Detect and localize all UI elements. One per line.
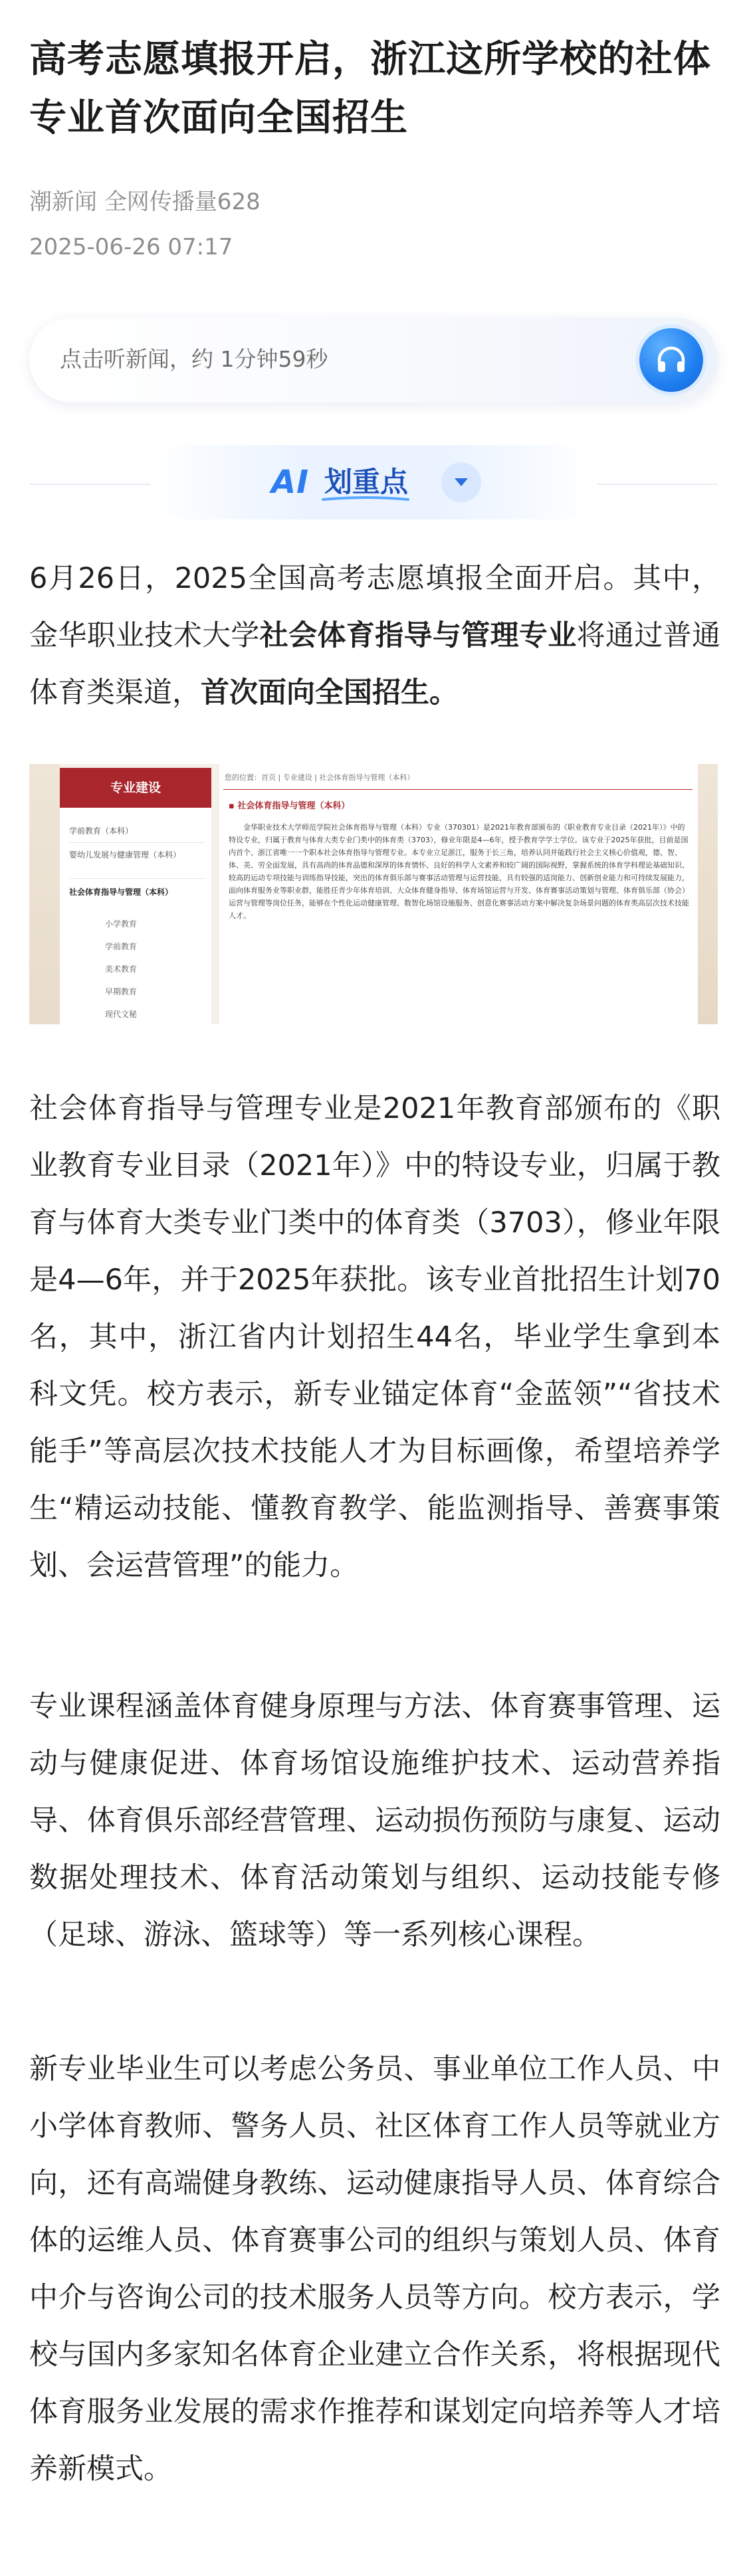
intro-highlight-major: 社会体育指导与管理专业 (259, 619, 577, 652)
image-sidebar-item: 学前教育（本科） (69, 826, 134, 836)
image-sidebar-item: 早期教育 (105, 987, 138, 996)
image-sidebar-item: 小学教育 (105, 919, 138, 929)
image-sidebar-title: 专业建设 (60, 768, 211, 808)
image-decoration-left (29, 764, 60, 1024)
image-content (219, 764, 698, 1024)
image-decoration-right (698, 764, 718, 1024)
image-sidebar-item: 婴幼儿发展与健康管理（本科） (69, 850, 181, 860)
paragraph-courses: 专业课程涵盖体育健身原理与方法、体育赛事管理、运动与健康促进、体育场馆设施维护技术、运动营养指导、体育俱乐部经营管理、运动损伤预防与康复、运动数据处理技术、体育活动策划与组织、运动技能专修（足球、游泳、篮球等）等一系列核心课程。 (29, 1690, 720, 1952)
paragraph-intro (29, 550, 720, 721)
article-title: 高考志愿填报开启，浙江这所学校的社体专业首次面向全国招生 (29, 38, 711, 139)
image-breadcrumb: 您的位置：首页 | 专业建设 | 社会体育指导与管理（本科） (225, 773, 415, 782)
intro-highlight-national: 首次面向全国招生。 (201, 676, 458, 709)
image-sidebar (60, 768, 211, 1024)
ai-logo: AI (271, 464, 310, 501)
intro-text-2: 将通过普通体育类渠道， (29, 619, 721, 709)
listen-news-label: 点击听新闻，约 1分钟59秒 (60, 346, 328, 372)
underline-swoosh-icon (322, 496, 409, 502)
image-body-text: 金华职业技术大学师范学院社会体育指导与管理（本科）专业（370301）是2021年教育部颁布的《职业教育专业目录（2021年）》中的特设专业，归属于教育与体育大类专业门类中的体育类（3703），修业年限是4—6年，授予教育学学士学位。该专业于2025年获批，目前是国内首个、浙江省唯一一个职本社会体育指导与管理专业。本专业立足浙江，服务于长三角，培养认同并能践行社会主义核心价值观，德、智、体、美、劳全面发展，具有高尚的体育品德和深厚的体育情怀、良好的科学人文素养和较广阔的国际视野，掌握系统的体育学科理论基础知识、较高的运动专项技能与训练指导技能，突出的体育俱乐部与赛事活动管理与运营技能，具有较强的适岗能力、创新创业能力和可持续发展能力，面向体育服务业等职业群，能胜任青少年体育培训、大众体育健身指导、体育场馆运营与开发、体育赛事活动策划与管理、体育俱乐部（协会）运营与管理等岗位任务，能够在个性化运动健康管理、数智化场馆设施服务、创意化赛事活动方案中解决复杂场景问题的体育类高层次技术技能人才。 (229, 823, 689, 920)
key-points-label: 划重点 (324, 466, 409, 498)
article-image (29, 764, 718, 1024)
publish-time: 2025-06-26 07:17 (29, 234, 233, 260)
chevron-down-icon[interactable] (441, 462, 481, 502)
paragraph-careers: 新专业毕业生可以考虑公务员、事业单位工作人员、中小学体育教师、警务人员、社区体育工作人员等就业方向，还有高端健身教练、运动健康指导人员、体育综合体的运维人员、体育赛事公司的组织与策划人员、体育中介与咨询公司的技术服务人员等方向。校方表示，学校与国内多家知名体育企业建立合作关系，将根据现代体育服务业发展的需求作推荐和谋划定向培养等人才培养新模式。 (29, 2053, 720, 2486)
image-sidebar-item: 学前教育 (105, 942, 138, 951)
article-source: 潮新闻 全网传播量628 (29, 189, 261, 215)
image-sidebar-item-active: 社会体育指导与管理（本科） (69, 887, 173, 897)
image-heading: ▪ 社会体育指导与管理（本科） (229, 801, 350, 811)
image-sidebar-item: 现代文秘 (105, 1010, 138, 1019)
paragraph-major-intro: 社会体育指导与管理专业是2021年教育部颁布的《职业教育专业目录（2021年）》中的特设专业，归属于教育与体育大类专业门类中的体育类（3703），修业年限是4—6年，并于2025年获批。该专业首批招生计划70名，其中，浙江省内计划招生44名，毕业学生拿到本科文凭。校方表示，新专业锚定体育“金蓝领”“省技术能手”等高层次技术技能人才为目标画像，希望培养学生“精运动技能、懂教育教学、能监测指导、善赛事策划、会运营管理”的能力。 (29, 1092, 720, 1582)
listen-news-bar[interactable] (29, 318, 718, 403)
image-sidebar-divider (69, 878, 205, 879)
image-sidebar-divider (69, 842, 205, 843)
ai-key-points-toggle[interactable] (150, 445, 597, 519)
image-rule (223, 789, 693, 790)
headphone-icon[interactable] (639, 328, 703, 392)
image-sidebar-item: 美术教育 (105, 965, 138, 974)
intro-text-1: 6月26日，2025全国高考志愿填报全面开启。其中，金华职业技术大学 (29, 562, 720, 652)
